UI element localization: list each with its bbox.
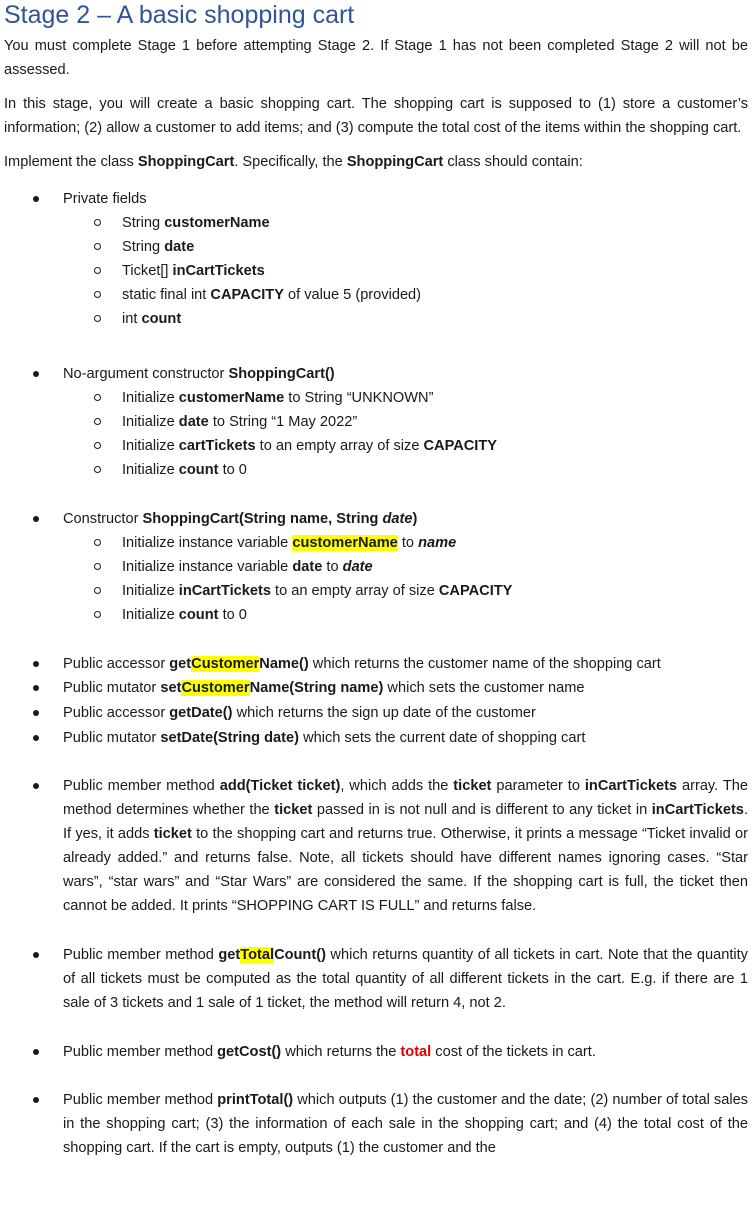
ctor2-step: Initialize inCartTickets to an empty array of size CAPACITY [4, 579, 748, 603]
total-count-method-item: Public member method getTotalCount() which returns quantity of all tickets in cart. Note that the quantity of all tickets must be computed as the total quantity of all different tickets in the cart. E.g. if there are 1 sale of 3 tickets and 1 sale of 1 ticket, the method will return 4, not 2. [4, 943, 748, 1015]
field-item: String date [4, 235, 748, 259]
accessor-get-date-item: Public accessor getDate() which returns the sign up date of the customer [4, 701, 748, 725]
private-fields-item: Private fields String customerName String date Ticket[] inCartTickets static final int CAPACITY of value 5 (provided) int count [4, 187, 748, 331]
no-arg-constructor-item: No-argument constructor ShoppingCart() Initialize customerName to String “UNKNOWN” Initialize date to String “1 May 2022” Initialize cartTickets to an empty array of size CAPACITY Initialize count to 0 [4, 362, 748, 482]
field-item: int count [4, 307, 748, 331]
accessor-get-name-item: Public accessor getCustomerName() which returns the customer name of the shopping cart [4, 652, 748, 676]
ctor2-sublist [63, 531, 748, 627]
mutator-set-name-item: Public mutator setCustomerName(String name) which sets the customer name [4, 676, 748, 700]
spec-list [4, 187, 748, 1160]
description-paragraph: In this stage, you will create a basic shopping cart. The shopping cart is supposed to (1) store a customer’s information; (2) allow a customer to add items; and (3) compute the total cost of the items within the shopping cart. [4, 96, 748, 136]
ctor1-sublist [63, 386, 748, 482]
ctor1-step: Initialize date to String “1 May 2022” [4, 410, 748, 434]
mutator-set-date-item: Public mutator setDate(String date) which sets the current date of shopping cart [4, 726, 748, 750]
field-item: static final int CAPACITY of value 5 (provided) [4, 283, 748, 307]
ctor2-step: Initialize count to 0 [4, 603, 748, 627]
print-total-method-item: Public member method printTotal() which outputs (1) the customer and the date; (2) number of total sales in the shopping cart; (3) the information of each sale in the shopping cart; and (4) the total cost of the shopping cart. If the cart is empty, outputs (1) the customer and the [4, 1088, 748, 1160]
ctor1-step: Initialize cartTickets to an empty array of size CAPACITY [4, 434, 748, 458]
field-item: Ticket[] inCartTickets [4, 259, 748, 283]
intro-paragraph: You must complete Stage 1 before attempting Stage 2. If Stage 1 has not been completed Stage 2 will not be assessed. [4, 38, 748, 78]
field-item: String customerName [4, 211, 748, 235]
ctor1-step: Initialize count to 0 [4, 458, 748, 482]
param-constructor-item: Constructor ShoppingCart(String name, String date) Initialize instance variable customerName to name Initialize instance variable date to date Initialize inCartTickets to an empty array of size CAPACITY Initialize count to 0 [4, 507, 748, 627]
get-cost-method-item: Public member method getCost() which returns the total cost of the tickets in cart. [4, 1040, 748, 1064]
ctor1-step: Initialize customerName to String “UNKNOWN” [4, 386, 748, 410]
ctor2-step: Initialize instance variable date to date [4, 555, 748, 579]
page-title: Stage 2 – A basic shopping cart [4, 1, 355, 29]
ctor2-step: Initialize instance variable customerName to name [4, 531, 748, 555]
add-method-item: Public member method add(Ticket ticket), which adds the ticket parameter to inCartTickets array. The method determines whether the ticket passed in is not null and is different to any ticket in inCartTickets. If yes, it adds ticket to the shopping cart and returns true. Otherwise, it prints a message “Ticket invalid or already added.” and returns false. Note, all tickets should have different names ignoring cases. “Star wars”, “star wars” and “Star Wars” are considered the same. If the shopping cart is full, the ticket then cannot be added. It prints “SHOPPING CART IS FULL” and returns false. [4, 774, 748, 918]
fields-sublist [63, 211, 748, 331]
implement-paragraph: Implement the class ShoppingCart. Specifically, the ShoppingCart class should contain: [4, 154, 583, 170]
